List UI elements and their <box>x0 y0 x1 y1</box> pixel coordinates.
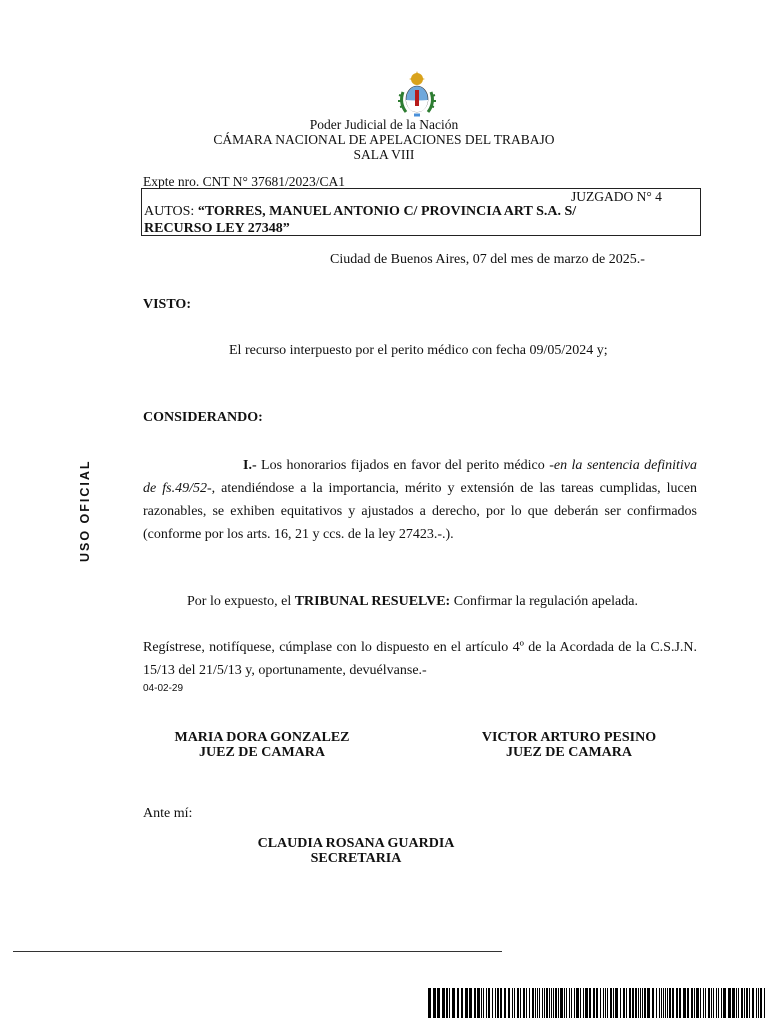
barcode-bar <box>711 988 712 1018</box>
barcode-bar <box>449 988 450 1018</box>
barcode-bar <box>708 988 710 1018</box>
barcode-bar <box>728 988 731 1018</box>
signer-title: JUEZ DE CAMARA <box>506 745 632 760</box>
barcode-bar <box>607 988 608 1018</box>
paragraph-number: I.- <box>243 458 257 473</box>
barcode-bar <box>672 988 674 1018</box>
barcode-bar <box>520 988 521 1018</box>
signature-block-1 <box>140 730 384 760</box>
barcode-bar <box>687 988 689 1018</box>
considerando-paragraph <box>143 454 697 546</box>
barcode-bar <box>638 988 639 1018</box>
barcode-bar <box>539 988 540 1018</box>
barcode-bar <box>718 988 719 1018</box>
barcode-bar <box>613 988 614 1018</box>
barcode-bar <box>696 988 699 1018</box>
barcode-bar <box>517 988 519 1018</box>
secretary-title: SECRETARIA <box>310 851 402 866</box>
barcode-bar <box>574 988 575 1018</box>
barcode-bar <box>529 988 530 1018</box>
barcode-bar <box>679 988 681 1018</box>
barcode-bar <box>694 988 695 1018</box>
barcode-bar <box>492 988 493 1018</box>
case-title-line1: “TORRES, MANUEL ANTONIO C/ PROVINCIA ART S.A. S/ <box>197 204 577 219</box>
barcode-bar <box>663 988 664 1018</box>
barcode-bar <box>433 988 436 1018</box>
barcode-bar <box>640 988 641 1018</box>
barcode-bar <box>716 988 717 1018</box>
barcode-bar <box>486 988 487 1018</box>
barcode-bar <box>676 988 678 1018</box>
barcode-bar <box>647 988 650 1018</box>
barcode-bar <box>665 988 666 1018</box>
case-title <box>144 203 697 220</box>
barcode-bar <box>483 988 484 1018</box>
barcode-bar <box>452 988 455 1018</box>
resolution-bold: TRIBUNAL RESUELVE: <box>294 594 451 609</box>
resolution-paragraph-2: Regístrese, notifíquese, cúmplase con lo dispuesto en el artículo 4º de la Acordada de la C.S.J.N. 15/13 del 21/5/13 y, oportunamente, devuélvanse.- <box>143 640 697 678</box>
barcode-bar <box>497 988 499 1018</box>
barcode-bar <box>514 988 515 1018</box>
barcode-bar <box>428 988 431 1018</box>
barcode-bar <box>760 988 762 1018</box>
barcode-bar <box>691 988 693 1018</box>
barcode-bar <box>713 988 714 1018</box>
barcode-bar <box>589 988 591 1018</box>
barcode-bar <box>629 988 631 1018</box>
barcode-bar <box>758 988 759 1018</box>
barcode-bar <box>623 988 625 1018</box>
barcode-bar <box>457 988 459 1018</box>
case-title-line2: RECURSO LEY 27348” <box>144 221 290 236</box>
barcode-bar <box>736 988 737 1018</box>
barcode-bar <box>626 988 627 1018</box>
considerando-text-b: -, atendiéndose a la importancia, mérito y extensión de las tareas cumplidas, lucen razonables, se exhiben equitativos y ajustados a derecho, por lo que deberán ser confirmados (conforme por los arts. 16, 21 y ccs. de la ley 27423.-.). <box>143 481 697 542</box>
barcode-bar <box>555 988 557 1018</box>
barcode-bar <box>752 988 754 1018</box>
signer-title: JUEZ DE CAMARA <box>199 745 325 760</box>
visto-heading: VISTO: <box>143 297 191 312</box>
footer-rule <box>13 951 502 952</box>
barcode-bar <box>537 988 538 1018</box>
barcode-bar <box>488 988 490 1018</box>
barcode-bar <box>635 988 637 1018</box>
considerando-text-a: Los honorarios fijados en favor del perito médico - <box>256 458 554 473</box>
barcode-bar <box>700 988 701 1018</box>
barcode-bar <box>446 988 448 1018</box>
resolution-pre: Por lo expuesto, el <box>187 594 295 609</box>
barcode-bar <box>749 988 750 1018</box>
barcode-bar <box>746 988 748 1018</box>
resolution-post: Confirmar la regulación apelada. <box>450 594 638 609</box>
barcode-bar <box>585 988 588 1018</box>
barcode-bar <box>576 988 579 1018</box>
court-chamber: SALA VIII <box>353 147 415 162</box>
barcode-bar <box>652 988 654 1018</box>
barcode-bar <box>744 988 745 1018</box>
barcode-bar <box>603 988 604 1018</box>
considerando-text-italic: en la sentencia definitiva de fs.49/52 <box>143 458 697 496</box>
barcode-bar <box>620 988 621 1018</box>
barcode-bar <box>703 988 704 1018</box>
barcode-bar <box>495 988 496 1018</box>
signature-block-2 <box>444 730 694 760</box>
case-number: Expte nro. CNT N° 37681/2023/CA1 <box>143 174 346 189</box>
barcode-bar <box>512 988 513 1018</box>
barcode-bar <box>642 988 643 1018</box>
barcode-bar <box>756 988 757 1018</box>
barcode-bar <box>558 988 559 1018</box>
barcode-bar <box>546 988 548 1018</box>
barcode-bar <box>560 988 563 1018</box>
barcode-bar <box>442 988 445 1018</box>
barcode-bar <box>504 988 506 1018</box>
barcode-bar <box>738 988 739 1018</box>
case-title-prefix: AUTOS: <box>144 204 195 219</box>
barcode-bar <box>551 988 552 1018</box>
barcode-bar <box>549 988 550 1018</box>
barcode-bar <box>656 988 657 1018</box>
barcode-bar <box>610 988 612 1018</box>
institution-name: Poder Judicial de la Nación <box>309 117 459 132</box>
official-use-label: USO OFICIAL <box>78 459 92 562</box>
barcode-bar <box>593 988 595 1018</box>
barcode-bar <box>474 988 476 1018</box>
barcode-bar <box>580 988 581 1018</box>
barcode-bar <box>669 988 671 1018</box>
barcode-bar <box>596 988 598 1018</box>
barcode-bar <box>705 988 706 1018</box>
barcode <box>428 988 768 1018</box>
barcode-bar <box>600 988 601 1018</box>
barcode-bar <box>632 988 634 1018</box>
barcode-bar <box>644 988 646 1018</box>
visto-text: El recurso interpuesto por el perito médico con fecha 09/05/2024 y; <box>229 343 608 358</box>
barcode-bar <box>569 988 570 1018</box>
secretary-name: CLAUDIA ROSANA GUARDIA <box>257 836 455 851</box>
barcode-bar <box>723 988 726 1018</box>
barcode-bar <box>500 988 502 1018</box>
document-code: 04-02-29 <box>143 683 184 694</box>
barcode-bar <box>461 988 463 1018</box>
barcode-bar <box>741 988 743 1018</box>
resolution-paragraph <box>143 590 697 613</box>
barcode-bar <box>465 988 468 1018</box>
court-number: JUZGADO N° 4 <box>571 189 662 204</box>
barcode-bar <box>661 988 662 1018</box>
barcode-bar <box>571 988 572 1018</box>
signer-name: VICTOR ARTURO PESINO <box>481 730 657 745</box>
court-name: CÁMARA NACIONAL DE APELACIONES DEL TRABAJO <box>213 132 555 147</box>
barcode-bar <box>566 988 567 1018</box>
date-line: Ciudad de Buenos Aires, 07 del mes de marzo de 2025.- <box>330 252 645 267</box>
barcode-bar <box>605 988 606 1018</box>
barcode-bar <box>526 988 527 1018</box>
barcode-bar <box>564 988 565 1018</box>
barcode-bar <box>683 988 686 1018</box>
barcode-bar <box>542 988 543 1018</box>
barcode-bar <box>508 988 510 1018</box>
barcode-bar <box>481 988 482 1018</box>
considerando-heading: CONSIDERANDO: <box>143 410 263 425</box>
barcode-bar <box>532 988 534 1018</box>
barcode-bar <box>553 988 554 1018</box>
barcode-bar <box>437 988 440 1018</box>
barcode-bar <box>469 988 472 1018</box>
barcode-bar <box>764 988 765 1018</box>
barcode-bar <box>732 988 735 1018</box>
barcode-bar <box>544 988 545 1018</box>
secretary-signature <box>226 836 486 866</box>
barcode-bar <box>535 988 536 1018</box>
barcode-bar <box>667 988 668 1018</box>
barcode-bar <box>523 988 525 1018</box>
ante-label: Ante mí: <box>143 806 193 821</box>
barcode-bar <box>659 988 660 1018</box>
coat-of-arms-emblem <box>396 70 438 118</box>
signer-name: MARIA DORA GONZALEZ <box>174 730 350 745</box>
barcode-bar <box>721 988 722 1018</box>
barcode-bar <box>477 988 480 1018</box>
barcode-bar <box>615 988 618 1018</box>
barcode-bar <box>583 988 584 1018</box>
